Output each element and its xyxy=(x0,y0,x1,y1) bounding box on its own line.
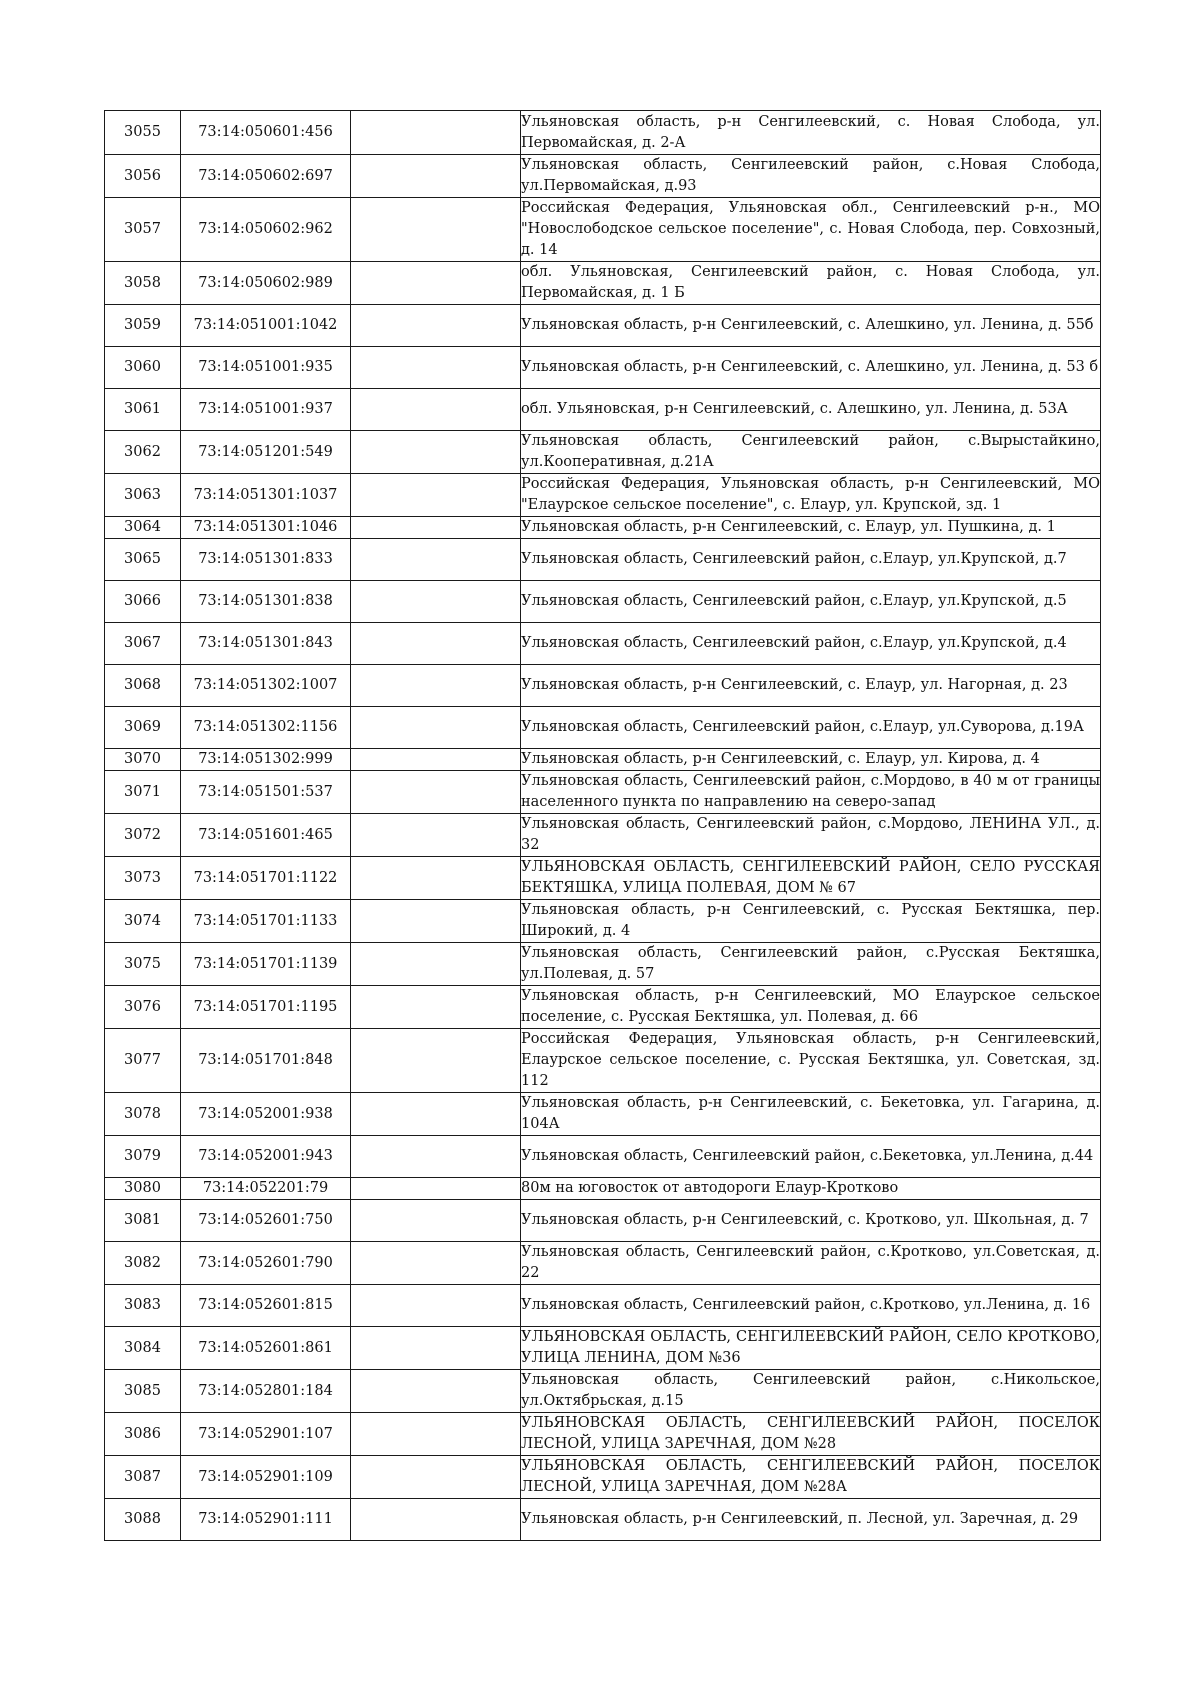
cadastral-number-cell: 73:14:051701:1122 xyxy=(181,857,351,900)
cadastral-number-cell: 73:14:051701:1195 xyxy=(181,986,351,1029)
row-number-cell: 3058 xyxy=(105,262,181,305)
row-number-cell: 3083 xyxy=(105,1285,181,1327)
address-cell: Ульяновская область, Сенгилеевский район, с.Елаур, ул.Крупской, д.4 xyxy=(521,623,1101,665)
cadastral-number-cell: 73:14:051302:999 xyxy=(181,749,351,771)
cadastral-number-cell: 73:14:051301:838 xyxy=(181,581,351,623)
table-row xyxy=(105,943,1101,986)
cadastral-number-cell: 73:14:051701:1133 xyxy=(181,900,351,943)
row-number-cell: 3057 xyxy=(105,198,181,262)
empty-cell xyxy=(351,389,521,431)
table-row xyxy=(105,900,1101,943)
row-number-cell: 3065 xyxy=(105,539,181,581)
row-number-cell: 3059 xyxy=(105,305,181,347)
table-row xyxy=(105,1370,1101,1413)
address-cell: Ульяновская область, р-н Сенгилеевский, с. Елаур, ул. Нагорная, д. 23 xyxy=(521,665,1101,707)
row-number-cell: 3087 xyxy=(105,1456,181,1499)
cadastral-number-cell: 73:14:051701:1139 xyxy=(181,943,351,986)
row-number-cell: 3056 xyxy=(105,155,181,198)
cadastral-number-cell: 73:14:052001:943 xyxy=(181,1136,351,1178)
cadastral-number-cell: 73:14:051001:935 xyxy=(181,347,351,389)
empty-cell xyxy=(351,986,521,1029)
cadastral-number-cell: 73:14:051302:1007 xyxy=(181,665,351,707)
address-cell: Российская Федерация, Ульяновская область, р-н Сенгилеевский, Елаурское сельское поселение, с. Русская Бектяшка, ул. Советская, зд. 112 xyxy=(521,1029,1101,1093)
address-cell: Ульяновская область, Сенгилеевский район, с.Кротково, ул.Советская, д. 22 xyxy=(521,1242,1101,1285)
empty-cell xyxy=(351,1499,521,1541)
table-row xyxy=(105,1327,1101,1370)
row-number-cell: 3060 xyxy=(105,347,181,389)
empty-cell xyxy=(351,198,521,262)
cadastral-number-cell: 73:14:051501:537 xyxy=(181,771,351,814)
row-number-cell: 3072 xyxy=(105,814,181,857)
cadastral-number-cell: 73:14:051701:848 xyxy=(181,1029,351,1093)
empty-cell xyxy=(351,474,521,517)
empty-cell xyxy=(351,943,521,986)
row-number-cell: 3088 xyxy=(105,1499,181,1541)
row-number-cell: 3084 xyxy=(105,1327,181,1370)
table-row xyxy=(105,539,1101,581)
row-number-cell: 3055 xyxy=(105,111,181,155)
row-number-cell: 3086 xyxy=(105,1413,181,1456)
row-number-cell: 3082 xyxy=(105,1242,181,1285)
table-row xyxy=(105,986,1101,1029)
table-row xyxy=(105,305,1101,347)
empty-cell xyxy=(351,155,521,198)
empty-cell xyxy=(351,1178,521,1200)
table-row xyxy=(105,665,1101,707)
table-row xyxy=(105,474,1101,517)
row-number-cell: 3067 xyxy=(105,623,181,665)
row-number-cell: 3078 xyxy=(105,1093,181,1136)
table-row xyxy=(105,771,1101,814)
address-cell: Ульяновская область, Сенгилеевский район, с.Никольское, ул.Октябрьская, д.15 xyxy=(521,1370,1101,1413)
address-cell: Ульяновская область, Сенгилеевский район, с.Кротково, ул.Ленина, д. 16 xyxy=(521,1285,1101,1327)
address-cell: Ульяновская область, Сенгилеевский район, с.Мордово, в 40 м от границы населенного пункта по направлению на северо-запад xyxy=(521,771,1101,814)
cadastral-number-cell: 73:14:050602:962 xyxy=(181,198,351,262)
empty-cell xyxy=(351,1093,521,1136)
table-row xyxy=(105,707,1101,749)
empty-cell xyxy=(351,857,521,900)
empty-cell xyxy=(351,1456,521,1499)
row-number-cell: 3074 xyxy=(105,900,181,943)
table-row xyxy=(105,623,1101,665)
empty-cell xyxy=(351,707,521,749)
empty-cell xyxy=(351,1136,521,1178)
empty-cell xyxy=(351,305,521,347)
empty-cell xyxy=(351,1370,521,1413)
address-cell: Ульяновская область, Сенгилеевский район, с.Новая Слобода, ул.Первомайская, д.93 xyxy=(521,155,1101,198)
row-number-cell: 3061 xyxy=(105,389,181,431)
cadastral-number-cell: 73:14:051302:1156 xyxy=(181,707,351,749)
address-cell: УЛЬЯНОВСКАЯ ОБЛАСТЬ, СЕНГИЛЕЕВСКИЙ РАЙОН, СЕЛО РУССКАЯ БЕКТЯШКА, УЛИЦА ПОЛЕВАЯ, ДОМ № 67 xyxy=(521,857,1101,900)
cadastral-number-cell: 73:14:052601:790 xyxy=(181,1242,351,1285)
cadastral-number-cell: 73:14:050602:989 xyxy=(181,262,351,305)
cadastral-number-cell: 73:14:052801:184 xyxy=(181,1370,351,1413)
empty-cell xyxy=(351,814,521,857)
row-number-cell: 3085 xyxy=(105,1370,181,1413)
row-number-cell: 3063 xyxy=(105,474,181,517)
table-row xyxy=(105,517,1101,539)
cadastral-number-cell: 73:14:052901:111 xyxy=(181,1499,351,1541)
cadastral-number-cell: 73:14:050601:456 xyxy=(181,111,351,155)
address-cell: Ульяновская область, Сенгилеевский район, с.Мордово, ЛЕНИНА УЛ., д. 32 xyxy=(521,814,1101,857)
empty-cell xyxy=(351,431,521,474)
cadastral-number-cell: 73:14:052601:815 xyxy=(181,1285,351,1327)
row-number-cell: 3069 xyxy=(105,707,181,749)
cadastral-number-cell: 73:14:051301:843 xyxy=(181,623,351,665)
empty-cell xyxy=(351,900,521,943)
row-number-cell: 3079 xyxy=(105,1136,181,1178)
empty-cell xyxy=(351,1413,521,1456)
cadastral-number-cell: 73:14:051601:465 xyxy=(181,814,351,857)
row-number-cell: 3066 xyxy=(105,581,181,623)
address-cell: Ульяновская область, Сенгилеевский район, с.Елаур, ул.Крупской, д.7 xyxy=(521,539,1101,581)
table-row xyxy=(105,389,1101,431)
table-row xyxy=(105,1093,1101,1136)
table-row xyxy=(105,1499,1101,1541)
empty-cell xyxy=(351,1242,521,1285)
table-row xyxy=(105,814,1101,857)
empty-cell xyxy=(351,771,521,814)
address-cell: Ульяновская область, р-н Сенгилеевский, п. Лесной, ул. Заречная, д. 29 xyxy=(521,1499,1101,1541)
empty-cell xyxy=(351,111,521,155)
row-number-cell: 3076 xyxy=(105,986,181,1029)
row-number-cell: 3064 xyxy=(105,517,181,539)
address-cell: УЛЬЯНОВСКАЯ ОБЛАСТЬ, СЕНГИЛЕЕВСКИЙ РАЙОН, ПОСЕЛОК ЛЕСНОЙ, УЛИЦА ЗАРЕЧНАЯ, ДОМ №28А xyxy=(521,1456,1101,1499)
table-row xyxy=(105,749,1101,771)
address-cell: Ульяновская область, Сенгилеевский район, с.Елаур, ул.Суворова, д.19А xyxy=(521,707,1101,749)
table-row xyxy=(105,1242,1101,1285)
cadastral-number-cell: 73:14:052901:109 xyxy=(181,1456,351,1499)
table-row xyxy=(105,262,1101,305)
table-row xyxy=(105,581,1101,623)
cadastral-number-cell: 73:14:051001:1042 xyxy=(181,305,351,347)
table-row xyxy=(105,1178,1101,1200)
row-number-cell: 3071 xyxy=(105,771,181,814)
registry-table-body xyxy=(105,111,1101,1541)
table-row xyxy=(105,1456,1101,1499)
empty-cell xyxy=(351,539,521,581)
row-number-cell: 3081 xyxy=(105,1200,181,1242)
empty-cell xyxy=(351,1327,521,1370)
empty-cell xyxy=(351,749,521,771)
empty-cell xyxy=(351,1285,521,1327)
table-row xyxy=(105,155,1101,198)
table-row xyxy=(105,1029,1101,1093)
address-cell: обл. Ульяновская, Сенгилеевский район, с. Новая Слобода, ул. Первомайская, д. 1 Б xyxy=(521,262,1101,305)
address-cell: Ульяновская область, р-н Сенгилеевский, с. Новая Слобода, ул. Первомайская, д. 2-А xyxy=(521,111,1101,155)
address-cell: Ульяновская область, р-н Сенгилеевский, с. Кротково, ул. Школьная, д. 7 xyxy=(521,1200,1101,1242)
table-row xyxy=(105,857,1101,900)
row-number-cell: 3080 xyxy=(105,1178,181,1200)
empty-cell xyxy=(351,1200,521,1242)
cadastral-number-cell: 73:14:051001:937 xyxy=(181,389,351,431)
empty-cell xyxy=(351,262,521,305)
cadastral-number-cell: 73:14:052201:79 xyxy=(181,1178,351,1200)
row-number-cell: 3068 xyxy=(105,665,181,707)
address-cell: Ульяновская область, р-н Сенгилеевский, с. Русская Бектяшка, пер. Широкий, д. 4 xyxy=(521,900,1101,943)
address-cell: Ульяновская область, Сенгилеевский район, с.Русская Бектяшка, ул.Полевая, д. 57 xyxy=(521,943,1101,986)
row-number-cell: 3073 xyxy=(105,857,181,900)
cadastral-registry-table xyxy=(104,110,1101,1541)
address-cell: Ульяновская область, р-н Сенгилеевский, с. Алешкино, ул. Ленина, д. 55б xyxy=(521,305,1101,347)
address-cell: Ульяновская область, Сенгилеевский район, с.Елаур, ул.Крупской, д.5 xyxy=(521,581,1101,623)
cadastral-number-cell: 73:14:052601:750 xyxy=(181,1200,351,1242)
address-cell: УЛЬЯНОВСКАЯ ОБЛАСТЬ, СЕНГИЛЕЕВСКИЙ РАЙОН, СЕЛО КРОТКОВО, УЛИЦА ЛЕНИНА, ДОМ №36 xyxy=(521,1327,1101,1370)
table-row xyxy=(105,1136,1101,1178)
address-cell: Российская Федерация, Ульяновская обл., Сенгилеевский р-н., МО "Новослободское сельское поселение", с. Новая Слобода, пер. Совхозный, д. 14 xyxy=(521,198,1101,262)
address-cell: Ульяновская область, Сенгилеевский район, с.Бекетовка, ул.Ленина, д.44 xyxy=(521,1136,1101,1178)
empty-cell xyxy=(351,581,521,623)
address-cell: Ульяновская область, р-н Сенгилеевский, с. Елаур, ул. Пушкина, д. 1 xyxy=(521,517,1101,539)
empty-cell xyxy=(351,665,521,707)
table-row xyxy=(105,1413,1101,1456)
address-cell: Ульяновская область, р-н Сенгилеевский, с. Алешкино, ул. Ленина, д. 53 б xyxy=(521,347,1101,389)
table-row xyxy=(105,111,1101,155)
address-cell: Ульяновская область, Сенгилеевский район, с.Вырыстайкино, ул.Кооперативная, д.21А xyxy=(521,431,1101,474)
cadastral-number-cell: 73:14:051301:1046 xyxy=(181,517,351,539)
row-number-cell: 3062 xyxy=(105,431,181,474)
address-cell: УЛЬЯНОВСКАЯ ОБЛАСТЬ, СЕНГИЛЕЕВСКИЙ РАЙОН, ПОСЕЛОК ЛЕСНОЙ, УЛИЦА ЗАРЕЧНАЯ, ДОМ №28 xyxy=(521,1413,1101,1456)
table-row xyxy=(105,1285,1101,1327)
cadastral-number-cell: 73:14:052901:107 xyxy=(181,1413,351,1456)
address-cell: Российская Федерация, Ульяновская область, р-н Сенгилеевский, МО "Елаурское сельское поселение", с. Елаур, ул. Крупской, зд. 1 xyxy=(521,474,1101,517)
document-page xyxy=(104,110,1100,1541)
address-cell: Ульяновская область, р-н Сенгилеевский, с. Елаур, ул. Кирова, д. 4 xyxy=(521,749,1101,771)
address-cell: Ульяновская область, р-н Сенгилеевский, с. Бекетовка, ул. Гагарина, д. 104А xyxy=(521,1093,1101,1136)
cadastral-number-cell: 73:14:051201:549 xyxy=(181,431,351,474)
table-row xyxy=(105,431,1101,474)
row-number-cell: 3077 xyxy=(105,1029,181,1093)
empty-cell xyxy=(351,347,521,389)
empty-cell xyxy=(351,517,521,539)
cadastral-number-cell: 73:14:052001:938 xyxy=(181,1093,351,1136)
row-number-cell: 3075 xyxy=(105,943,181,986)
cadastral-number-cell: 73:14:052601:861 xyxy=(181,1327,351,1370)
row-number-cell: 3070 xyxy=(105,749,181,771)
address-cell: 80м на юговосток от автодороги Елаур-Кротково xyxy=(521,1178,1101,1200)
cadastral-number-cell: 73:14:050602:697 xyxy=(181,155,351,198)
empty-cell xyxy=(351,623,521,665)
table-row xyxy=(105,347,1101,389)
cadastral-number-cell: 73:14:051301:1037 xyxy=(181,474,351,517)
table-row xyxy=(105,1200,1101,1242)
address-cell: Ульяновская область, р-н Сенгилеевский, МО Елаурское сельское поселение, с. Русская Бектяшка, ул. Полевая, д. 66 xyxy=(521,986,1101,1029)
empty-cell xyxy=(351,1029,521,1093)
cadastral-number-cell: 73:14:051301:833 xyxy=(181,539,351,581)
table-row xyxy=(105,198,1101,262)
address-cell: обл. Ульяновская, р-н Сенгилеевский, с. Алешкино, ул. Ленина, д. 53А xyxy=(521,389,1101,431)
